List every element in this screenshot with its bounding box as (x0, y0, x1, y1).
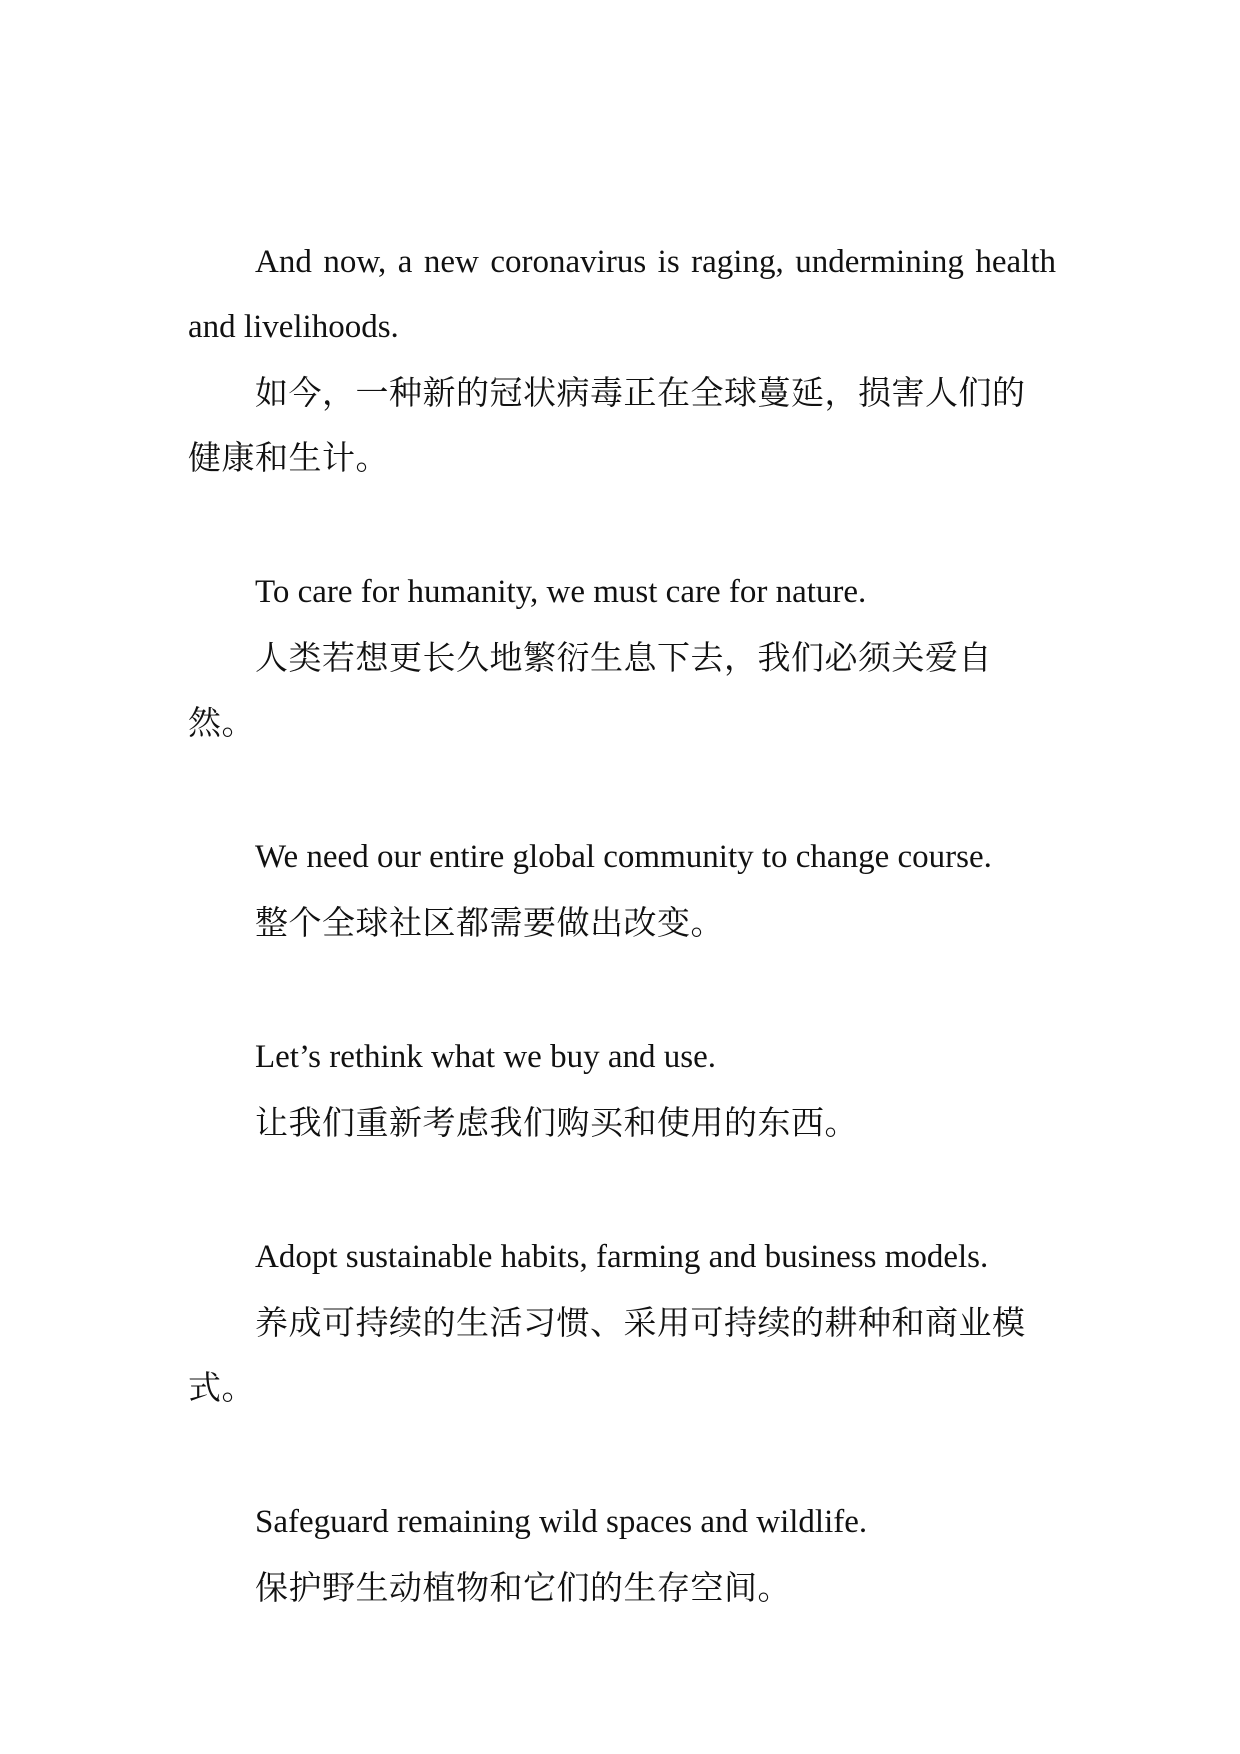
english-sentence: Safeguard remaining wild spaces and wildlife. (255, 1504, 868, 1540)
paragraph-pair (188, 230, 1056, 490)
english-sentence: Adopt sustainable habits, farming and business models. (255, 1239, 989, 1275)
paragraph-pair (188, 560, 1056, 755)
paragraph-pair (188, 825, 1056, 955)
chinese-translation: 如今，一种新的冠状病毒正在全球蔓延，损害人们的健康和生计。 (188, 373, 1026, 477)
chinese-translation: 整个全球社区都需要做出改变。 (255, 903, 724, 942)
english-sentence: Let’s rethink what we buy and use. (255, 1039, 716, 1075)
chinese-translation: 人类若想更长久地繁衍生息下去，我们必须关爱自然。 (188, 638, 992, 742)
paragraph-pair (188, 1025, 1056, 1155)
document-body (188, 230, 1056, 1620)
english-sentence: We need our entire global community to change course. (255, 839, 992, 875)
chinese-translation: 让我们重新考虑我们购买和使用的东西。 (255, 1103, 858, 1142)
english-sentence: And now, a new coronavirus is raging, undermining health and livelihoods. (188, 244, 1056, 345)
chinese-translation: 保护野生动植物和它们的生存空间。 (255, 1568, 791, 1607)
chinese-translation: 养成可持续的生活习惯、采用可持续的耕种和商业模式。 (188, 1303, 1026, 1407)
paragraph-pair (188, 1225, 1056, 1420)
paragraph-pair (188, 1490, 1056, 1620)
english-sentence: To care for humanity, we must care for nature. (255, 574, 867, 610)
